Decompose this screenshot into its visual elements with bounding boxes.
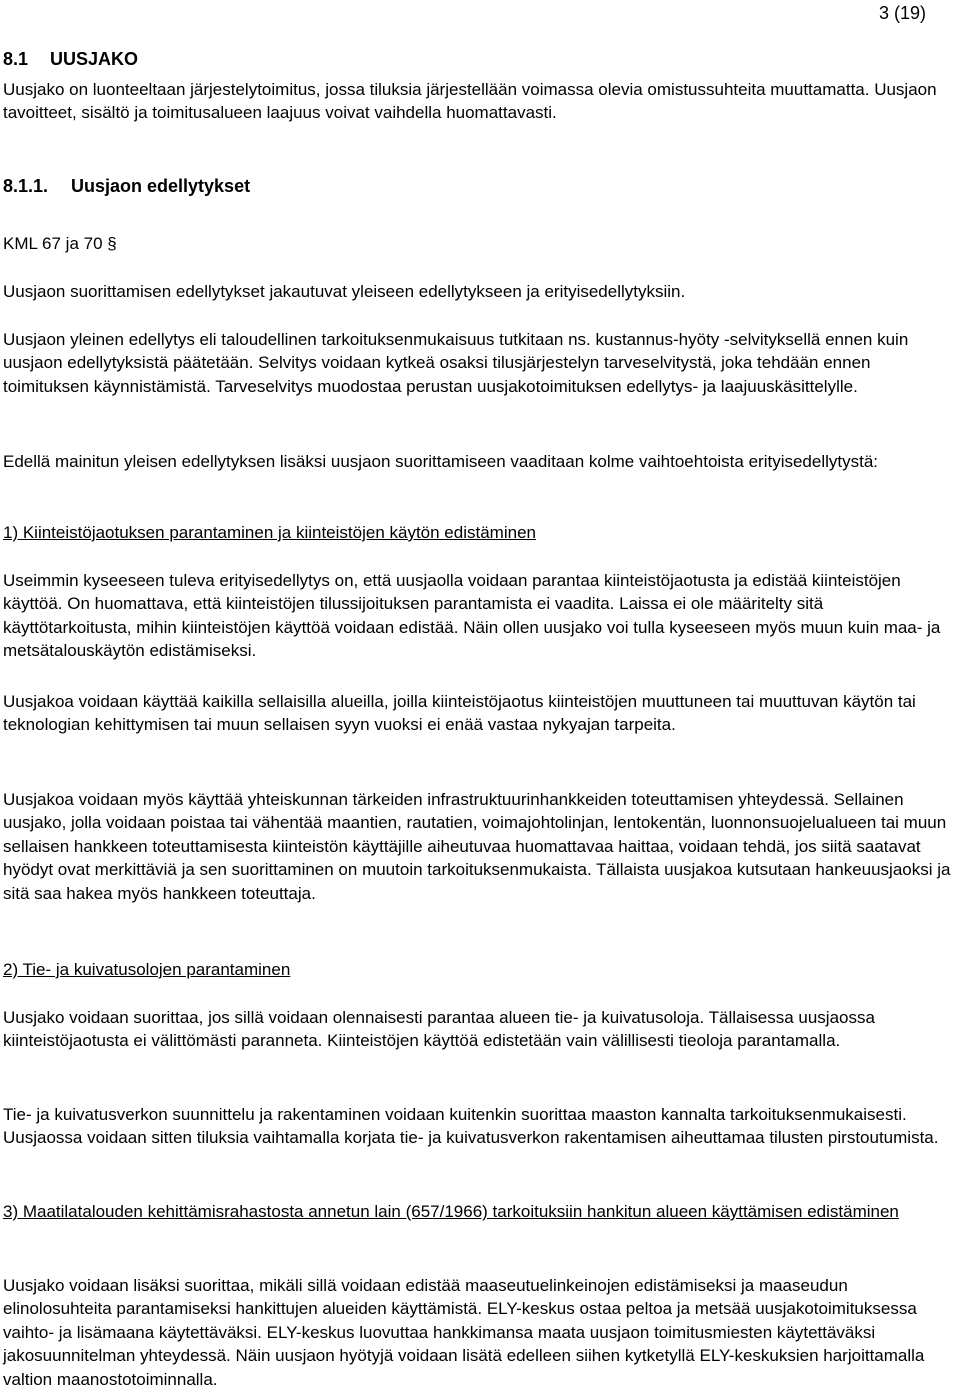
section-heading bbox=[3, 48, 138, 70]
paragraph-general-conditions: Uusjaon suorittamisen edellytykset jakautuvat yleiseen edellytykseen ja erityisedellytyksiin. bbox=[3, 282, 686, 301]
paragraph-road-network: Tie- ja kuivatusverkon suunnittelu ja rakentaminen voidaan kuitenkin suorittaa maaston kannalta tarkoituksenmukaisesti. Uusjaossa voidaan sitten tiluksia vaihtamalla korjata tie- ja kuivatusverkon rakentamisen aiheuttamaa tilusten pirstoutumista. bbox=[3, 1105, 939, 1148]
paragraph-condition-2: Uusjako voidaan suorittaa, jos sillä voidaan olennaisesti parantaa alueen tie- ja kuivatusoloja. Tällaisessa uusjaossa kiinteistöjaotusta ei välittömästi paranneta. Kiinteistöjen käyttöä edistetään vain välillisesti tieoloja parantamalla. bbox=[3, 1008, 875, 1051]
condition-2-title: 2) Tie- ja kuivatusolojen parantaminen bbox=[3, 960, 291, 979]
subsection-title: Uusjaon edellytykset bbox=[71, 176, 251, 196]
paragraph-usage-areas: Uusjakoa voidaan käyttää kaikilla sellaisilla alueilla, joilla kiinteistöjaotus kiinteistöjen muuttuneen tai muuttuvan käytön tai teknologian kehittymisen tai muun sellaisen syyn vuoksi ei enää vastaa nykyajan tarpeita. bbox=[3, 692, 916, 735]
page-number: 3 (19) bbox=[878, 3, 926, 23]
paragraph-special-conditions: Edellä mainitun yleisen edellytyksen lisäksi uusjaon suorittamiseen vaaditaan kolme vaihtoehtoista erityisedellytystä: bbox=[3, 452, 879, 471]
paragraph-condition-3: Uusjako voidaan lisäksi suorittaa, mikäli sillä voidaan edistää maaseutuelinkeinojen edistämiseksi ja maaseudun elinolosuhteita parantamiseksi hankittujen alueiden käyttämistä. ELY-keskus ostaa peltoa ja metsää uusjakotoimituksessa vaihto- ja lisämaana käytettäväksi. ELY-keskus luovuttaa hankkimansa maata uusjaon toimitusmiesten käytettäväksi jakosuunnitelman yhteydessä. Näin uusjaon hyötyjä voidaan lisätä edelleen siihen kytketyllä ELY-keskuksien harjoittamalla valtion maanostotoiminnalla. bbox=[3, 1276, 925, 1389]
condition-3-title: 3) Maatilatalouden kehittämisrahastosta annetun lain (657/1966) tarkoituksiin hankitun alueen käyttämisen edistäminen bbox=[3, 1202, 899, 1221]
subsection-number: 8.1.1. bbox=[3, 176, 49, 196]
intro-paragraph: Uusjako on luonteeltaan järjestelytoimitus, jossa tiluksia järjestellään voimassa olevia omistussuhteita muuttamatta. Uusjaon tavoitteet, sisältö ja toimitusalueen laajuus voivat vaihdella huomattavasti. bbox=[3, 80, 937, 123]
paragraph-infrastructure: Uusjakoa voidaan myös käyttää yhteiskunnan tärkeiden infrastruktuurinhankkeiden toteuttamisen yhteydessä. Sellainen uusjako, jolla voidaan poistaa tai vähentää maantien, rautatien, voimajohtolinjan, lentokentän, luonnonsuojelualueen tai muun sellaisen hankkeen toteuttamisesta kiinteistön käyttäjille aiheutuvaa huomattavaa haittaa, voidaan tehdä, jos siitä saatavat hyödyt ovat merkittäviä ja sen suorittaminen on muutoin tarkoituksenmukaista. Tällaista uusjakoa kutsutaan hankeuusjaoksi ja sitä saa hakea myös hankkeen toteuttaja. bbox=[3, 790, 951, 903]
paragraph-condition-1: Useimmin kyseeseen tuleva erityisedellytys on, että uusjaolla voidaan parantaa kiinteistöjaotusta ja edistää kiinteistöjen käyttöä. On huomattava, että kiinteistöjen tilussijoituksen parantamista ei vaadita. Laissa ei ole määritelty sitä käyttötarkoitusta, mihin kiinteistöjen käyttöä voidaan edistää. Näin ollen uusjako voi tulla kyseeseen myös muun kuin maa- ja metsätalouskäytön edistämiseksi. bbox=[3, 571, 941, 661]
paragraph-economic-feasibility: Uusjaon yleinen edellytys eli taloudellinen tarkoituksenmukaisuus tutkitaan ns. kustannus-hyöty -selvityksellä ennen kuin uusjaon edellytyksistä päätetään. Selvitys voidaan kytkeä osaksi tilusjärjestelyn tarveselvitystä, joka tehdään ennen toimituksen käynnistämistä. Tarveselvitys muodostaa perustan uusjakotoimituksen edellytys- ja laajuuskäsittelylle. bbox=[3, 330, 909, 396]
subsection-heading bbox=[3, 175, 250, 197]
condition-1-title: 1) Kiinteistöjaotuksen parantaminen ja kiinteistöjen käytön edistäminen bbox=[3, 523, 536, 542]
law-reference: KML 67 ja 70 § bbox=[3, 234, 117, 253]
section-title: UUSJAKO bbox=[50, 49, 139, 69]
section-number: 8.1 bbox=[3, 49, 29, 69]
